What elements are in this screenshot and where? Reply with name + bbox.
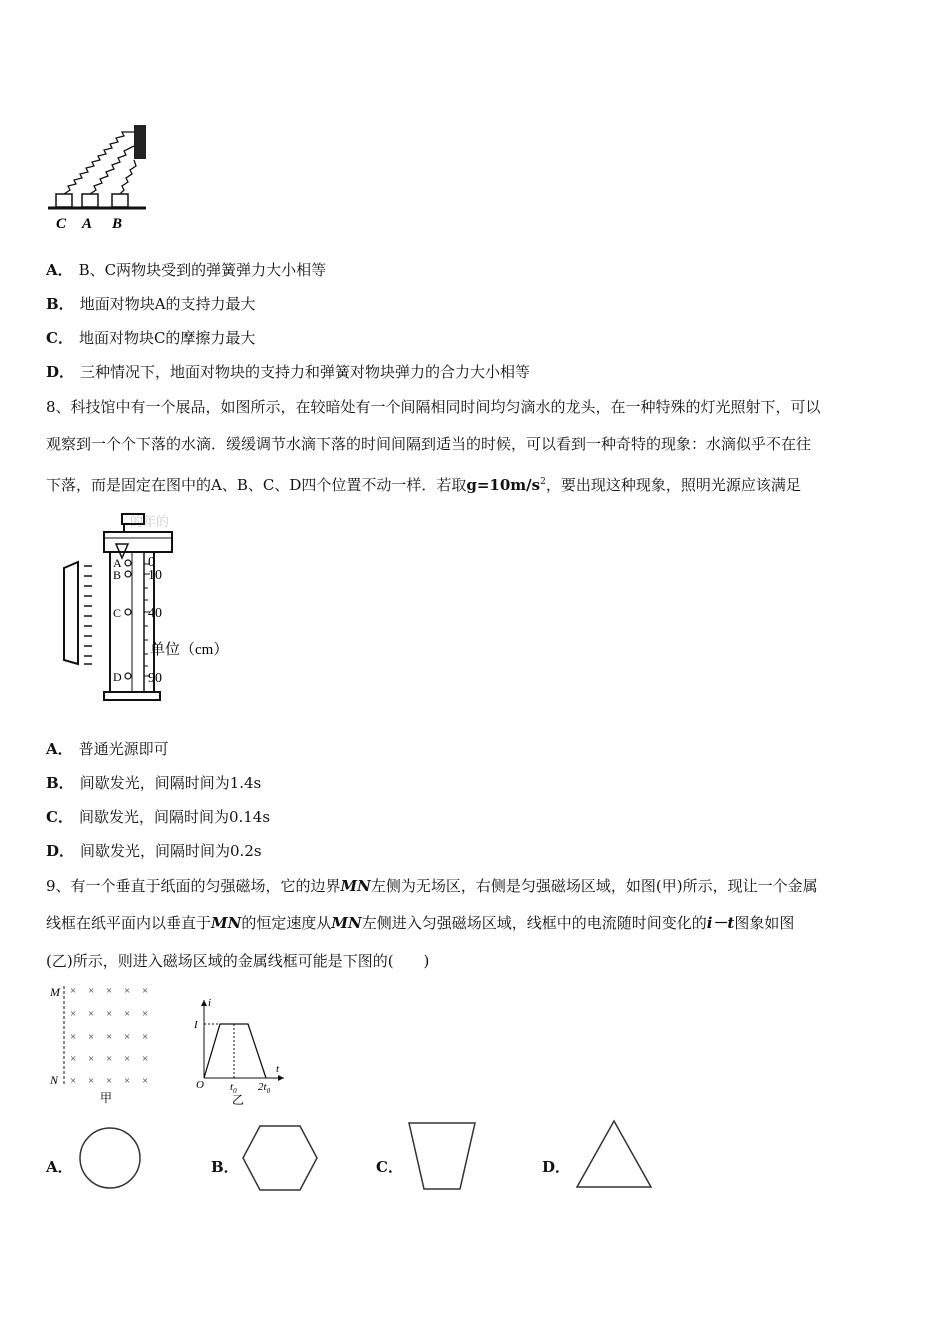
q8-option-c bbox=[46, 807, 270, 827]
it-variable: i－t bbox=[706, 914, 735, 932]
svg-text:×: × bbox=[70, 1075, 77, 1087]
block-a bbox=[82, 194, 98, 207]
q9-choice-c-trapezoid bbox=[406, 1120, 478, 1192]
q7-option-b bbox=[46, 294, 256, 314]
gravity-value: g=10m/s bbox=[466, 476, 541, 494]
svg-text:×: × bbox=[142, 1008, 149, 1020]
option-label: D． bbox=[46, 842, 75, 860]
svg-text:×: × bbox=[142, 1031, 149, 1043]
q9-choice-d-label: D． bbox=[542, 1158, 571, 1176]
label-c: C bbox=[56, 216, 67, 232]
q9-choice-c-label: C． bbox=[376, 1158, 403, 1176]
label-origin: O bbox=[196, 1079, 204, 1091]
block-b bbox=[112, 194, 128, 207]
axis-t: t bbox=[276, 1063, 280, 1075]
svg-text:×: × bbox=[106, 1075, 113, 1087]
q7-option-a bbox=[46, 260, 326, 280]
spring-a bbox=[90, 146, 134, 194]
stem-text: 9、有一个垂直于纸面的匀强磁场，它的边界 bbox=[46, 877, 341, 895]
option-text: B、C两物块受到的弹簧弹力大小相等 bbox=[78, 261, 327, 279]
label-a: A bbox=[82, 216, 93, 232]
point-d: D bbox=[113, 670, 122, 684]
option-label: C． bbox=[46, 329, 73, 347]
point-c: C bbox=[113, 606, 122, 620]
stem-text: 左侧进入匀强磁场区域，线框中的电流随时间变化的 bbox=[361, 914, 707, 932]
svg-text:×: × bbox=[124, 1031, 131, 1043]
svg-text:×: × bbox=[70, 1053, 77, 1065]
q8-stem-line1: 8、科技馆中有一个展品，如图所示，在较暗处有一个间隔相同时间均匀滴水的龙头，在一种特殊的灯光照射下，可以 bbox=[46, 398, 821, 416]
option-label: C． bbox=[46, 808, 73, 826]
q9-choice-b-label: B． bbox=[211, 1158, 239, 1176]
svg-text:×: × bbox=[106, 1053, 113, 1065]
svg-text:×: × bbox=[88, 985, 95, 997]
stem-text: ，要出现这种现象，照明光源应该满足 bbox=[545, 476, 801, 494]
option-label: D． bbox=[46, 363, 75, 381]
stem-text: 的恒定速度从 bbox=[241, 914, 332, 932]
svg-text:×: × bbox=[124, 985, 131, 997]
svg-text:×: × bbox=[70, 985, 77, 997]
q7-springs-figure bbox=[46, 120, 156, 236]
q7-option-c bbox=[46, 328, 255, 348]
label-n: N bbox=[50, 1073, 59, 1087]
tick-2t0: $2t_0$ bbox=[258, 1081, 271, 1095]
q9-choice-a-label: A． bbox=[46, 1158, 73, 1176]
svg-text:×: × bbox=[142, 1053, 149, 1065]
svg-text:×: × bbox=[106, 985, 113, 997]
q8-option-b bbox=[46, 773, 261, 793]
q8-stem-line2: 观察到一个个下落的水滴．缓缓调节水滴下落的时间间隔到适当的时候，可以看到一种奇特的现象：水滴似乎不在往 bbox=[46, 435, 812, 453]
label-m: M bbox=[50, 985, 60, 999]
q8-dripping-figure bbox=[58, 508, 258, 708]
block-c bbox=[56, 194, 72, 207]
svg-text:×: × bbox=[88, 1053, 95, 1065]
option-label: A． bbox=[46, 261, 73, 279]
option-text: 普通光源即可 bbox=[78, 740, 169, 758]
option-label: B． bbox=[46, 774, 74, 792]
q9-stem-line1 bbox=[46, 876, 818, 896]
option-label: B． bbox=[46, 295, 74, 313]
tick-t0: $t_0$ bbox=[230, 1081, 237, 1095]
point-b: B bbox=[113, 568, 122, 582]
q9-field-figure bbox=[46, 982, 156, 1106]
q9-it-graph bbox=[192, 994, 292, 1106]
svg-text:×: × bbox=[142, 985, 149, 997]
label-b: B bbox=[112, 216, 123, 232]
svg-text:×: × bbox=[106, 1008, 113, 1020]
stem-text: 线框在纸平面内以垂直于 bbox=[46, 914, 212, 932]
axis-i: i bbox=[208, 997, 212, 1009]
svg-text:×: × bbox=[88, 1008, 95, 1020]
option-text: 地面对物块A的支持力最大 bbox=[79, 295, 256, 313]
option-text: 三种情况下，地面对物块的支持力和弹簧对物块弹力的合力大小相等 bbox=[80, 363, 531, 381]
svg-text:×: × bbox=[106, 1031, 113, 1043]
unit-label: 单位（cm） bbox=[150, 642, 229, 658]
q9-choice-b-hexagon bbox=[240, 1124, 320, 1192]
q8-stem-line3 bbox=[46, 472, 801, 495]
svg-text:×: × bbox=[70, 1031, 77, 1043]
mn-variable: MN bbox=[331, 914, 362, 932]
svg-text:×: × bbox=[124, 1053, 131, 1065]
label-current: I bbox=[194, 1019, 198, 1031]
caption-yi: 乙 bbox=[232, 1093, 245, 1106]
option-text: 间歇发光，间隔时间为0.14s bbox=[78, 808, 271, 826]
mn-variable: MN bbox=[340, 877, 371, 895]
scale-90: 90 bbox=[148, 671, 162, 686]
q9-choice-d-triangle bbox=[574, 1118, 654, 1190]
option-text: 地面对物块C的摩擦力最大 bbox=[78, 329, 256, 347]
q8-option-d bbox=[46, 841, 262, 861]
mn-variable: MN bbox=[211, 914, 242, 932]
spring-b bbox=[120, 160, 136, 194]
stem-text: 左侧为无场区，右侧是匀强磁场区域，如图(甲)所示，现让一个金属 bbox=[370, 877, 818, 895]
svg-text:×: × bbox=[142, 1075, 149, 1087]
current-curve bbox=[204, 1024, 266, 1078]
q9-choice-a-circle bbox=[78, 1126, 142, 1190]
svg-text:的年的: 的年的 bbox=[130, 514, 170, 529]
scale-0: 0 bbox=[148, 555, 155, 570]
option-text: 间歇发光，间隔时间为0.2s bbox=[80, 842, 262, 860]
svg-text:×: × bbox=[124, 1008, 131, 1020]
point-a: A bbox=[113, 556, 122, 570]
wall-block bbox=[134, 125, 146, 159]
option-text: 间歇发光，间隔时间为1.4s bbox=[79, 774, 262, 792]
svg-text:×: × bbox=[124, 1075, 131, 1087]
option-label: A． bbox=[46, 740, 73, 758]
svg-text:×: × bbox=[70, 1008, 77, 1020]
q9-stem-line3: (乙)所示，则进入磁场区域的金属线框可能是下图的( ) bbox=[46, 952, 430, 970]
q7-option-d bbox=[46, 362, 530, 382]
stem-text: 图象如图 bbox=[734, 914, 795, 932]
svg-text:×: × bbox=[88, 1031, 95, 1043]
q8-option-a bbox=[46, 739, 169, 759]
scale-40: 40 bbox=[148, 606, 162, 621]
stem-text: 下落，而是固定在图中的A、B、C、D四个位置不动一样．若取 bbox=[46, 476, 467, 494]
scale-10: 10 bbox=[148, 568, 162, 583]
svg-text:×: × bbox=[88, 1075, 95, 1087]
caption-jia: 甲 bbox=[100, 1091, 113, 1105]
superscript: 2 bbox=[540, 477, 546, 487]
q9-stem-line2 bbox=[46, 913, 794, 933]
